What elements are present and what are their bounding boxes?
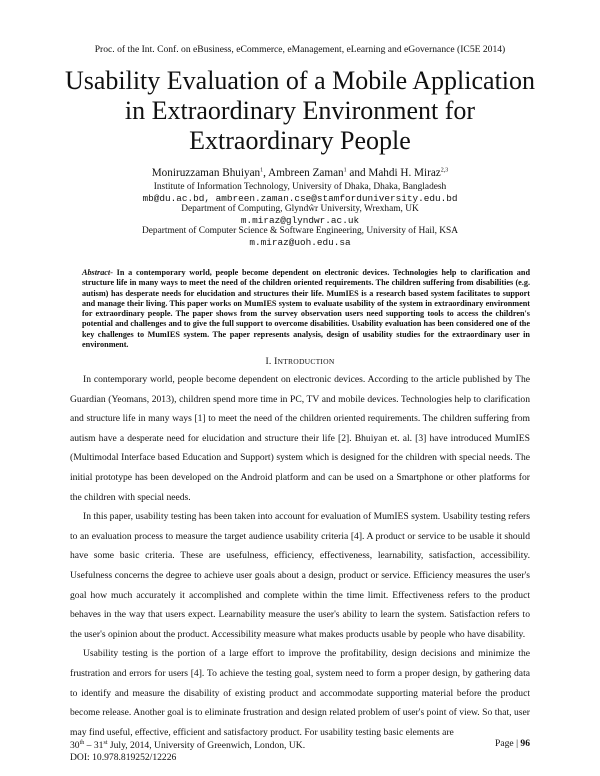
title-line-2: in Extraordinary Environment for (124, 96, 476, 125)
paragraph-1: In contemporary world, people become dependent on electronic devices. According to the article published by The Guardian (Yeomans, 2013), children spend more time in PC, TV and mobile devices. Technologies help to clarification and structure life in many ways [1] to meet the need of the children oriented requirements. The children suffering from autism have a desperate need for elucidation and structure their life [2]. Bhuiyan et. al. [3] have introduced MumIES (Multimodal Interface based Education and Support) system which is designed for the children with special needs. The initial prototype has been developed on the Android platform and can be used on a Smartphone or other platforms for the children with special needs. (70, 374, 530, 503)
section-heading-introduction (0, 356, 600, 367)
author-3-affiliation: 2,3 (440, 167, 449, 174)
introduction-body (70, 370, 530, 742)
abstract-label: Abstract- (82, 268, 113, 277)
affiliation-2: Department of Computing, Glyndŵr University, Wrexham, UK (181, 204, 419, 214)
running-header: Proc. of the Int. Conf. on eBusiness, eCommerce, eManagement, eLearning and eGovernance (IC5E 2014) (94, 44, 506, 55)
author-2: Ambreen Zaman (268, 167, 344, 179)
email-2: m.miraz@glyndwr.ac.uk (240, 215, 360, 226)
section-number: I. (265, 356, 272, 367)
author-3: Mahdi H. Miraz (368, 167, 441, 179)
email-3: m.miraz@uoh.edu.sa (249, 237, 351, 248)
footer-date (70, 738, 305, 752)
paragraph-3: Usability testing is the portion of a large effort to improve the profitability, design decisions and minimize the frustration and errors for users [4]. To achieve the testing goal, system need to form a proper design, by gathering data to identify and measure the disability of existing product and accommodate supporting material before the product become release. Another goal is to eliminate frustration and design related problem of user's point of view. So that, user may find useful, effective, efficient and satisfactory product. For usability testing basic elements are (70, 648, 530, 738)
author-1-affiliation: 1 (260, 167, 264, 174)
email-1: mb@du.ac.bd, ambreen.zaman.cse@stamforduniversity.edu.bd (142, 193, 458, 204)
title-line-3: Extraordinary People (189, 126, 411, 155)
paragraph-2: In this paper, usability testing has been taken into account for evaluation of MumIES system. Usability testing refers to an evaluation process to measure the target audience usability criteria [4]. A product or service to be usable it should have some basic criteria. These are usefulness, efficiency, effectiveness, learnability, satisfaction, accessibility. Usefulness concerns the degree to achieve user goals about a design, product or service. Efficiency measures the user's goal how much accurately it accomplished and complete within the time limit. Effectiveness refers to the product behaves in the way that users expect. Learnability measure the user's ability to learn the system. Satisfaction refers to the user's opinion about the product. Accessibility measure what makes products usable by people who have disability. (70, 511, 530, 640)
author-separator: , (263, 167, 269, 179)
footer-doi: DOI: 10.978.819252/12226 (70, 751, 177, 763)
footer-left (70, 738, 305, 763)
author-list (0, 167, 600, 179)
affiliation-1: Institute of Information Technology, University of Dhaka, Dhaka, Bangladesh (153, 182, 447, 192)
footer-date-end-suffix: st (103, 740, 108, 746)
footer-date-start: 30 (70, 740, 80, 752)
section-title-rest: NTRODUCTION (277, 357, 335, 366)
abstract-text: In a contemporary world, people become dependent on electronic devices. Technologies help to clarification and structure life in many ways to meet the need of the children oriented requirements. The children suffering from disabilities (e.g. autism) has desperate needs for elucidation and structures their life. MumIES is a research based system facilitates to support and manage their living. This paper works on MumIES system to evaluate usability of the system in extraordinary environment for extraordinary people. The paper shows from the survey observation users need supporting tools to access the children's potential and challenges and to give the full support to overcome disabilities. Usability evaluation has been considered one of the key challenges to MumIES system. The paper represents analysis, design of usability studies for the extraordinary user in environment. (82, 268, 530, 350)
page-label: Page | (495, 738, 521, 749)
title-line-1: Usability Evaluation of a Mobile Application (64, 66, 536, 95)
section-title-initial: I (274, 356, 278, 367)
footer-date-end: – 31 (84, 740, 104, 752)
author-1: Moniruzzaman Bhuiyan (151, 167, 261, 179)
paper-title (50, 66, 550, 156)
page-number-value: 96 (520, 738, 530, 749)
page-number (495, 738, 530, 749)
footer-date-start-suffix: th (79, 740, 85, 746)
abstract (82, 268, 530, 350)
affiliation-3: Department of Computer Science & Software Engineering, University of Hail, KSA (141, 226, 459, 236)
author-separator: and (346, 167, 369, 179)
footer-venue: July, 2014, University of Greenwich, London, UK. (107, 740, 306, 752)
author-2-affiliation: 1 (343, 167, 347, 174)
